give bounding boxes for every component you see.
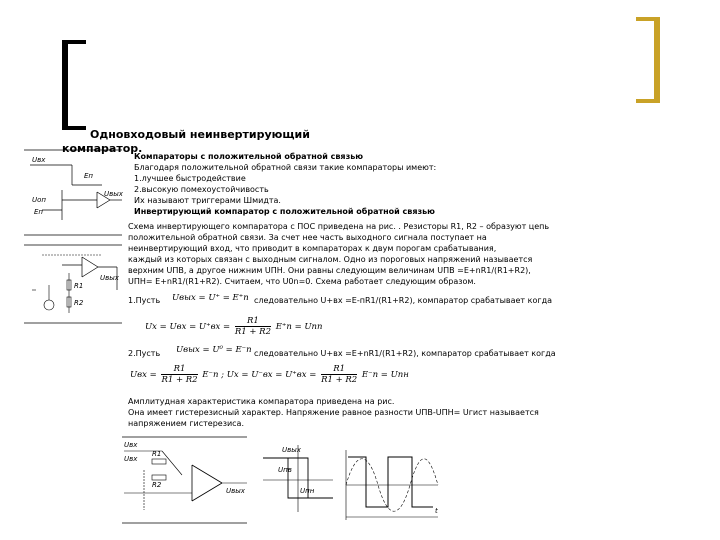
formula-2-fraction <box>235 316 271 337</box>
label-ep: Eп <box>84 172 93 180</box>
formula-2 <box>145 316 323 337</box>
formula-3: Uвых = U⁰ = E⁻п <box>176 345 252 355</box>
formula-2-numerator: R1 <box>235 316 271 327</box>
formula-1: Uвых = U⁺ = E⁺п <box>172 293 249 303</box>
text-line-2: 1.лучшее быстродействие <box>134 174 246 183</box>
formula-4-part-d: E⁻п = Uпн <box>361 370 409 380</box>
waveform-diagram <box>338 445 443 525</box>
comparator-diagram-1 <box>22 150 132 235</box>
case2-prefix: 2.Пусть <box>128 349 161 358</box>
text-line-4: Их называют триггерами Шмидта. <box>134 196 281 205</box>
left-bracket-decoration <box>62 40 86 130</box>
formula-4-fraction-1 <box>161 364 197 385</box>
label-t: t <box>435 507 438 515</box>
paragraph-line-1: Схема инвертирующего компаратора с ПОС приведена на рис. . Резисторы R1, R2 – образуют цепь <box>128 222 550 231</box>
case1-suffix: следовательно U+вх =E-пR1/(R1+R2), компаратор срабатывает когда <box>254 296 552 305</box>
paragraph-line-3: неинвертирующий вход, что приводит в компараторах к двум порогам срабатывания, <box>128 244 497 253</box>
paragraph-line-6: UПН= E+nR1/(R1+R2). Считаем, что U0n=0. Схема работает следующим образом. <box>128 277 476 286</box>
formula-4-numerator-1: R1 <box>161 364 197 375</box>
label-uvyx3: Uвых <box>226 487 245 495</box>
text-line-1: Благодаря положительной обратной связи такие компараторы имеют: <box>134 163 437 172</box>
paragraph-amplitude: Амплитудная характеристика компаратора приведена на рис. <box>128 397 395 406</box>
case2-suffix: следовательно U+вх =E+nR1/(R1+R2), компаратор срабатывает когда <box>254 349 556 358</box>
paragraph-line-2: положительной обратной связи. За счет нее часть выходного сигнала поступает на <box>128 233 487 242</box>
formula-2-right: E⁺п = Uпп <box>275 322 323 332</box>
formula-4-denominator-2: R1 + R2 <box>321 375 358 385</box>
comparator-diagram-2 <box>22 245 130 325</box>
label-upv: Uпв <box>278 466 292 474</box>
paragraph-hysteresis-2: напряжением гистерезиса. <box>128 419 244 428</box>
formula-4-fraction-2 <box>321 364 357 385</box>
label-uvx: Uвх <box>32 156 46 164</box>
formula-4-denominator-1: R1 + R2 <box>161 375 198 385</box>
label-r2b: R2 <box>152 481 162 489</box>
formula-4-part-b: E⁻п ; Uх = U⁻вх = U⁺вх = <box>202 370 317 380</box>
label-uvx3b: Uвх <box>124 455 138 463</box>
label-uref: Uоп <box>32 196 46 204</box>
label-uvyx2: Uвых <box>100 274 119 282</box>
paragraph-line-5: верхним UПВ, а другое нижним UПН. Они равны следующим величинам UПВ =E+nR1/(R1+R2), <box>128 266 531 275</box>
right-bracket-decoration <box>636 17 660 103</box>
hysteresis-characteristic <box>258 440 338 515</box>
heading-inverting-comparator: Инвертирующий компаратор с положительной обратной связью <box>134 207 435 216</box>
paragraph-line-4: каждый из которых связан с выходным сигналом. Одно из пороговых напряжений называется <box>128 255 533 264</box>
label-uvyx4: Uвых <box>282 446 301 454</box>
bottom-circuit-diagram <box>122 435 252 525</box>
formula-4 <box>130 364 409 385</box>
text-line-3: 2.высокую помехоустойчивость <box>134 185 269 194</box>
label-r1b: R1 <box>152 450 162 458</box>
label-r2: R2 <box>74 299 84 307</box>
label-en: Eп <box>34 208 43 216</box>
label-uvx3: Uвх <box>124 441 138 449</box>
case1-prefix: 1.Пусть <box>128 296 161 305</box>
formula-2-left: Uх = Uвх = U⁺вх = <box>145 322 231 332</box>
formula-2-denominator: R1 + R2 <box>234 327 271 337</box>
formula-4-numerator-2: R1 <box>321 364 357 375</box>
heading-positive-feedback: Компараторы с положительной обратной связью <box>134 152 364 161</box>
label-uvyx: Uвых <box>104 190 123 198</box>
formula-4-part-a: Uвх = <box>130 370 157 380</box>
paragraph-hysteresis-1: Она имеет гистерезисный характер. Напряжение равное разности UПВ-UПН= Uгист называется <box>128 408 539 417</box>
slide-title: Одновходовый неинвертирующий компаратор. <box>62 128 310 155</box>
label-upn: Uпн <box>300 487 315 495</box>
label-r1: R1 <box>74 282 84 290</box>
